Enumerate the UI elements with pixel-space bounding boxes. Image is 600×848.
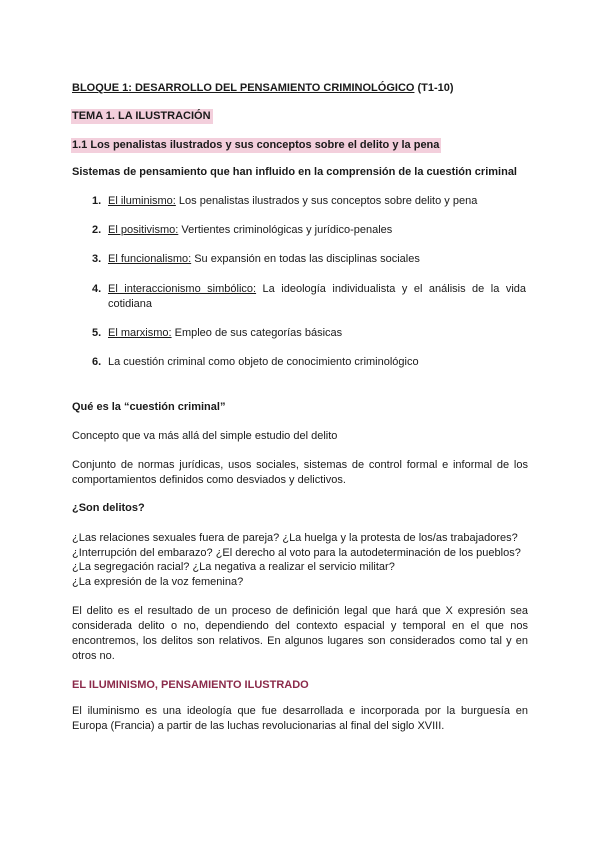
- list-item: [92, 355, 526, 370]
- cuestion-paragraph-2: Conjunto de normas jurídicas, usos sociales, sistemas de control formal e informal de los comportamientos definidos como desviados y delictivos.: [72, 459, 528, 486]
- question-line: ¿La segregación racial? ¿La negativa a realizar el servicio militar?: [72, 561, 395, 573]
- list-item-number: 4.: [92, 283, 102, 295]
- bloque-title: BLOQUE 1: DESARROLLO DEL PENSAMIENTO CRIMINOLÓGICO: [72, 82, 415, 94]
- bloque-heading: [72, 82, 454, 94]
- question-line: ¿Interrupción del embarazo? ¿El derecho al voto para la autodeterminación de los pueblos?: [72, 546, 521, 559]
- list-item-term: El marxismo:: [108, 327, 172, 339]
- list-item-term: El interaccionismo simbólico:: [108, 283, 257, 295]
- son-delitos-heading: ¿Son delitos?: [72, 502, 145, 514]
- questions-block: [72, 531, 521, 589]
- list-item-number: 6.: [92, 356, 102, 368]
- section-1-1-heading: 1.1 Los penalistas ilustrados y sus conceptos sobre el delito y la pena: [72, 139, 440, 151]
- list-item-number: 1.: [92, 195, 102, 207]
- list-item: [92, 194, 526, 209]
- tema-heading: TEMA 1. LA ILUSTRACIÓN: [72, 110, 211, 122]
- list-item-text: Empleo de sus categorías básicas: [171, 327, 343, 339]
- list-item-text: La cuestión criminal como objeto de conocimiento criminológico: [108, 356, 419, 368]
- delito-paragraph: El delito es el resultado de un proceso de definición legal que hará que X expresión sea considerada delito o no, dependiendo del contexto espacial y temporal en el que nos encontremos, los delitos son relativos. En algunos lugares son considerados como tal y en otros no.: [72, 605, 528, 662]
- list-item-text: Su expansión en todas las disciplinas sociales: [191, 253, 420, 265]
- list-item-number: 3.: [92, 253, 102, 265]
- iluminismo-heading: EL ILUMINISMO, PENSAMIENTO ILUSTRADO: [72, 679, 309, 691]
- question-line: ¿La expresión de la voz femenina?: [72, 575, 244, 588]
- list-item-text: Los penalistas ilustrados y sus conceptos sobre delito y pena: [175, 195, 478, 207]
- list-item-term: El positivismo:: [108, 224, 179, 236]
- bloque-range: (T1-10): [417, 82, 454, 94]
- list-item: [92, 223, 526, 238]
- cuestion-paragraph-1: Concepto que va más allá del simple estudio del delito: [72, 430, 338, 442]
- list-item-text: La ideología individualista y el análisis de la vida cotidiana: [108, 283, 526, 310]
- list-item-number: 5.: [92, 327, 102, 339]
- list-item: [92, 282, 526, 312]
- list-item-text: Vertientes criminológicas y jurídico-penales: [178, 224, 393, 236]
- sistemas-heading: Sistemas de pensamiento que han influido en la comprensión de la cuestión criminal: [72, 166, 517, 178]
- list-item: [92, 252, 526, 267]
- iluminismo-paragraph: El iluminismo es una ideología que fue desarrollada e incorporada por la burguesía en Europa (Francia) a partir de las luchas revolucionarias al final del siglo XVIII.: [72, 705, 528, 732]
- list-item-number: 2.: [92, 224, 102, 236]
- list-item: [92, 326, 526, 341]
- question-line: ¿Las relaciones sexuales fuera de pareja? ¿La huelga y la protesta de los/as trabajadores?: [72, 532, 518, 544]
- list-item-term: El iluminismo:: [108, 195, 176, 207]
- cuestion-heading: Qué es la “cuestión criminal”: [72, 401, 226, 413]
- list-item-term: El funcionalismo:: [108, 253, 192, 265]
